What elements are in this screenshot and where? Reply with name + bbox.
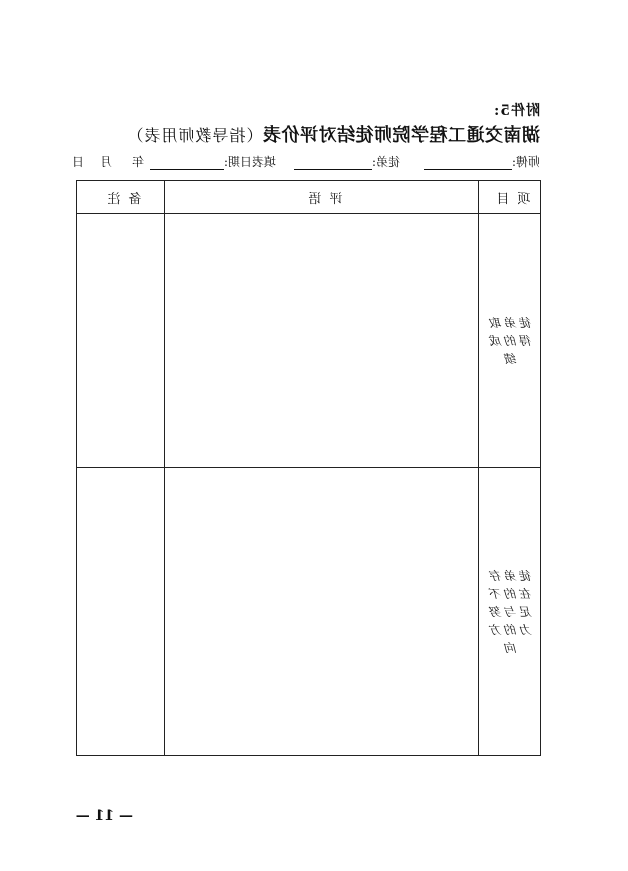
remark-cell[interactable] bbox=[77, 468, 165, 756]
apprentice-field bbox=[294, 153, 400, 170]
comment-cell[interactable] bbox=[165, 214, 479, 468]
page-number: — 11 — bbox=[75, 808, 133, 824]
form-title bbox=[78, 121, 540, 147]
day-label: 日 bbox=[71, 155, 84, 169]
table-row bbox=[77, 468, 541, 756]
date-blank[interactable] bbox=[150, 157, 224, 170]
mentor-field bbox=[424, 153, 540, 170]
item-cell bbox=[479, 214, 541, 468]
mentor-label: 师傅: bbox=[511, 155, 540, 169]
item-cell bbox=[479, 468, 541, 756]
title-subtitle: （指导教师用表） bbox=[126, 126, 263, 145]
mentor-blank[interactable] bbox=[424, 157, 512, 170]
apprentice-label: 徒弟: bbox=[371, 155, 400, 169]
item-shortcomings: 徒弟存在的不足与努力的方向 bbox=[487, 568, 533, 655]
table-header-row bbox=[77, 181, 541, 214]
evaluation-table bbox=[76, 180, 541, 756]
title-main: 湖南交通工程学院师徒结对评价表 bbox=[262, 125, 540, 146]
comment-cell[interactable] bbox=[165, 468, 479, 756]
header-comment: 评语 bbox=[165, 181, 479, 214]
year-label: 年 bbox=[131, 155, 144, 169]
date-label: 填表日期: bbox=[223, 155, 276, 169]
header-item: 项目 bbox=[479, 181, 541, 214]
remark-cell[interactable] bbox=[77, 214, 165, 468]
month-label: 月 bbox=[99, 155, 112, 169]
table-row bbox=[77, 214, 541, 468]
apprentice-blank[interactable] bbox=[294, 157, 372, 170]
info-row bbox=[71, 153, 540, 171]
header-remark: 备注 bbox=[77, 181, 165, 214]
item-achievements: 徒弟取得的成绩 bbox=[487, 315, 533, 366]
date-field bbox=[150, 153, 276, 170]
attachment-label: 附件5: bbox=[493, 103, 540, 119]
